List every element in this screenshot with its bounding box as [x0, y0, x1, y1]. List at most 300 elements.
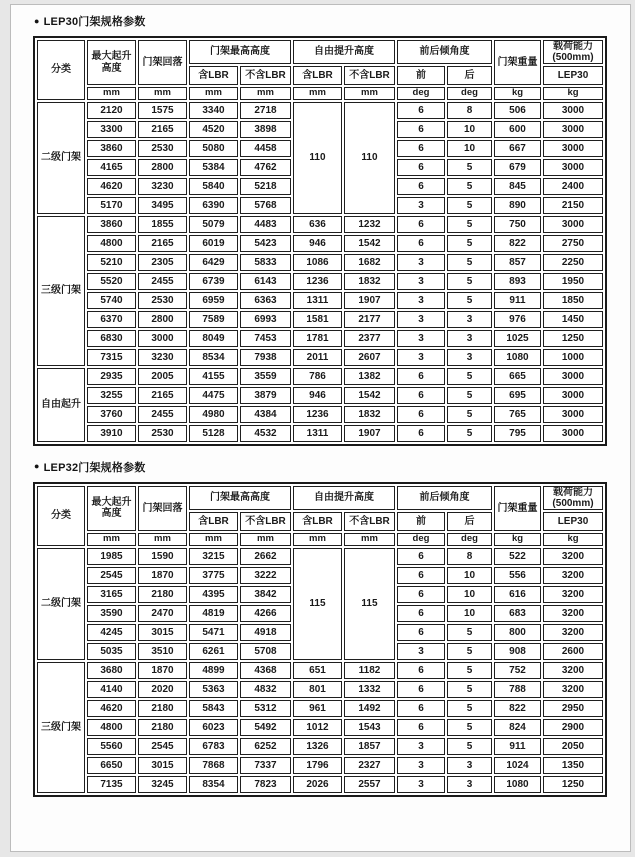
value-cell: 1832 — [344, 406, 395, 423]
value-cell: 752 — [494, 662, 541, 679]
value-cell: 2607 — [344, 349, 395, 366]
value-cell: 800 — [494, 624, 541, 641]
value-cell: 3200 — [543, 662, 603, 679]
spec-row — [37, 216, 603, 233]
value-cell: 786 — [293, 368, 342, 385]
value-cell: 6 — [397, 121, 445, 138]
value-cell: 911 — [494, 738, 541, 755]
value-cell: 3000 — [543, 425, 603, 442]
spec-row — [37, 757, 603, 774]
value-cell: 6 — [397, 387, 445, 404]
value-cell: 2020 — [138, 681, 187, 698]
spec-row — [37, 700, 603, 717]
value-cell: 2011 — [293, 349, 342, 366]
value-cell: 6023 — [189, 719, 238, 736]
col-header-with-lbr: 含LBR — [189, 66, 238, 85]
value-cell: 4368 — [240, 662, 291, 679]
value-cell: 10 — [447, 121, 492, 138]
value-cell: 822 — [494, 700, 541, 717]
value-cell: 857 — [494, 254, 541, 271]
value-cell: 801 — [293, 681, 342, 698]
value-cell: 4832 — [240, 681, 291, 698]
value-cell: 3230 — [138, 349, 187, 366]
value-cell: 5 — [447, 643, 492, 660]
value-cell: 6739 — [189, 273, 238, 290]
value-cell: 10 — [447, 567, 492, 584]
value-cell: 6 — [397, 368, 445, 385]
value-cell: 1086 — [293, 254, 342, 271]
spec-row — [37, 406, 603, 423]
value-cell: 6 — [397, 425, 445, 442]
value-cell: 5768 — [240, 197, 291, 214]
value-cell: 2180 — [138, 719, 187, 736]
value-cell: 5 — [447, 662, 492, 679]
value-cell: 5 — [447, 387, 492, 404]
value-cell: 788 — [494, 681, 541, 698]
value-cell: 2455 — [138, 273, 187, 290]
value-cell: 1850 — [543, 292, 603, 309]
merged-free-lift-cell: 110 — [344, 102, 395, 214]
spec-row — [37, 235, 603, 252]
value-cell: 3200 — [543, 624, 603, 641]
bullet-icon: ● — [34, 461, 40, 472]
value-cell: 1000 — [543, 349, 603, 366]
value-cell: 1080 — [494, 349, 541, 366]
header-row-1 — [37, 486, 603, 510]
value-cell: 4762 — [240, 159, 291, 176]
value-cell: 3 — [397, 197, 445, 214]
value-cell: 8354 — [189, 776, 238, 793]
value-cell: 5035 — [87, 643, 136, 660]
value-cell: 3 — [397, 776, 445, 793]
value-cell: 4620 — [87, 178, 136, 195]
value-cell: 695 — [494, 387, 541, 404]
section-title-text: LEP30门架规格参数 — [43, 16, 146, 28]
value-cell: 3 — [447, 757, 492, 774]
spec-row — [37, 292, 603, 309]
unit-cell: mm — [138, 533, 187, 546]
value-cell: 6650 — [87, 757, 136, 774]
units-row — [37, 533, 603, 546]
value-cell: 1182 — [344, 662, 395, 679]
value-cell: 946 — [293, 387, 342, 404]
value-cell: 2935 — [87, 368, 136, 385]
value-cell: 506 — [494, 102, 541, 119]
value-cell: 2400 — [543, 178, 603, 195]
spec-row — [37, 662, 603, 679]
value-cell: 5 — [447, 681, 492, 698]
value-cell: 3680 — [87, 662, 136, 679]
value-cell: 5170 — [87, 197, 136, 214]
value-cell: 5 — [447, 624, 492, 641]
value-cell: 824 — [494, 719, 541, 736]
value-cell: 1326 — [293, 738, 342, 755]
unit-cell: deg — [447, 533, 492, 546]
value-cell: 4475 — [189, 387, 238, 404]
value-cell: 2177 — [344, 311, 395, 328]
value-cell: 6252 — [240, 738, 291, 755]
spec-row — [37, 548, 603, 565]
section-title-lep32 — [34, 459, 630, 475]
value-cell: 3510 — [138, 643, 187, 660]
value-cell: 3898 — [240, 121, 291, 138]
value-cell: 616 — [494, 586, 541, 603]
merged-free-lift-cell: 115 — [344, 548, 395, 660]
value-cell: 2005 — [138, 368, 187, 385]
col-header-without-lbr: 不含LBR — [344, 66, 395, 85]
value-cell: 2662 — [240, 548, 291, 565]
value-cell: 1907 — [344, 292, 395, 309]
col-header-tilt-range: 前后倾角度 — [397, 40, 492, 64]
value-cell: 3245 — [138, 776, 187, 793]
value-cell: 3015 — [138, 624, 187, 641]
value-cell: 8534 — [189, 349, 238, 366]
value-cell: 6 — [397, 624, 445, 641]
col-header-without-lbr: 不含LBR — [240, 66, 291, 85]
unit-cell: mm — [240, 87, 291, 100]
value-cell: 3000 — [543, 216, 603, 233]
col-header-max-lift: 最大起升高度 — [87, 486, 136, 531]
value-cell: 4140 — [87, 681, 136, 698]
value-cell: 7823 — [240, 776, 291, 793]
value-cell: 1590 — [138, 548, 187, 565]
value-cell: 5 — [447, 425, 492, 442]
value-cell: 5312 — [240, 700, 291, 717]
col-header-mast-lowered: 门架回落 — [138, 486, 187, 531]
value-cell: 6363 — [240, 292, 291, 309]
value-cell: 3860 — [87, 216, 136, 233]
value-cell: 5 — [447, 216, 492, 233]
spec-row — [37, 738, 603, 755]
value-cell: 667 — [494, 140, 541, 157]
value-cell: 2165 — [138, 235, 187, 252]
value-cell: 3000 — [543, 159, 603, 176]
merged-free-lift-cell: 110 — [293, 102, 342, 214]
value-cell: 3 — [397, 330, 445, 347]
unit-cell: deg — [397, 533, 445, 546]
value-cell: 3495 — [138, 197, 187, 214]
value-cell: 2377 — [344, 330, 395, 347]
spec-row — [37, 273, 603, 290]
value-cell: 3200 — [543, 605, 603, 622]
value-cell: 5708 — [240, 643, 291, 660]
spec-row — [37, 349, 603, 366]
value-cell: 3 — [397, 643, 445, 660]
unit-cell: mm — [240, 533, 291, 546]
col-header-with-lbr: 含LBR — [189, 512, 238, 531]
unit-cell: mm — [87, 87, 136, 100]
value-cell: 1542 — [344, 387, 395, 404]
unit-cell: mm — [344, 87, 395, 100]
value-cell: 5 — [447, 235, 492, 252]
value-cell: 6 — [397, 178, 445, 195]
unit-cell: kg — [494, 533, 541, 546]
value-cell: 2305 — [138, 254, 187, 271]
value-cell: 6 — [397, 159, 445, 176]
value-cell: 4532 — [240, 425, 291, 442]
col-header-free-lift: 自由提升高度 — [293, 40, 395, 64]
spec-row — [37, 776, 603, 793]
value-cell: 5 — [447, 159, 492, 176]
value-cell: 10 — [447, 586, 492, 603]
col-header-category: 分类 — [37, 486, 85, 546]
value-cell: 8049 — [189, 330, 238, 347]
value-cell: 1025 — [494, 330, 541, 347]
value-cell: 4899 — [189, 662, 238, 679]
spec-table-lep32 — [33, 482, 607, 797]
value-cell: 5 — [447, 273, 492, 290]
value-cell: 1855 — [138, 216, 187, 233]
unit-cell: deg — [397, 87, 445, 100]
value-cell: 1575 — [138, 102, 187, 119]
value-cell: 7315 — [87, 349, 136, 366]
value-cell: 3 — [397, 349, 445, 366]
value-cell: 4266 — [240, 605, 291, 622]
unit-cell: mm — [293, 87, 342, 100]
value-cell: 4980 — [189, 406, 238, 423]
value-cell: 5560 — [87, 738, 136, 755]
col-header-tilt-forward: 前 — [397, 512, 445, 531]
value-cell: 2180 — [138, 700, 187, 717]
value-cell: 3 — [397, 311, 445, 328]
value-cell: 6 — [397, 662, 445, 679]
value-cell: 1250 — [543, 330, 603, 347]
value-cell: 2900 — [543, 719, 603, 736]
value-cell: 795 — [494, 425, 541, 442]
bullet-icon: ● — [34, 15, 40, 26]
group-label: 三级门架 — [37, 216, 85, 366]
value-cell: 3 — [447, 311, 492, 328]
value-cell: 3300 — [87, 121, 136, 138]
group-label: 自由起升 — [37, 368, 85, 442]
value-cell: 3 — [447, 349, 492, 366]
value-cell: 3000 — [543, 368, 603, 385]
value-cell: 6390 — [189, 197, 238, 214]
col-header-load-capacity — [543, 486, 603, 510]
value-cell: 1311 — [293, 425, 342, 442]
col-header-mast-weight: 门架重量 — [494, 486, 541, 531]
section-title-lep30 — [34, 13, 630, 29]
value-cell: 845 — [494, 178, 541, 195]
value-cell: 2165 — [138, 387, 187, 404]
value-cell: 1870 — [138, 567, 187, 584]
value-cell: 651 — [293, 662, 342, 679]
value-cell: 5210 — [87, 254, 136, 271]
spec-row — [37, 681, 603, 698]
load-capacity-line1: 载荷能力 — [553, 41, 593, 52]
value-cell: 2530 — [138, 425, 187, 442]
value-cell: 4918 — [240, 624, 291, 641]
col-header-tilt-backward: 后 — [447, 66, 492, 85]
load-capacity-line1: 载荷能力 — [553, 486, 593, 498]
value-cell: 3000 — [543, 121, 603, 138]
value-cell: 3255 — [87, 387, 136, 404]
value-cell: 10 — [447, 140, 492, 157]
col-header-max-lift: 最大起升高度 — [87, 40, 136, 85]
value-cell: 3910 — [87, 425, 136, 442]
value-cell: 890 — [494, 197, 541, 214]
value-cell: 1907 — [344, 425, 395, 442]
value-cell: 976 — [494, 311, 541, 328]
value-cell: 2180 — [138, 586, 187, 603]
value-cell: 1492 — [344, 700, 395, 717]
value-cell: 1080 — [494, 776, 541, 793]
col-header-tilt-backward: 后 — [447, 512, 492, 531]
value-cell: 1332 — [344, 681, 395, 698]
value-cell: 6 — [397, 605, 445, 622]
value-cell: 5363 — [189, 681, 238, 698]
value-cell: 2165 — [138, 121, 187, 138]
value-cell: 3015 — [138, 757, 187, 774]
value-cell: 7337 — [240, 757, 291, 774]
value-cell: 2545 — [138, 738, 187, 755]
value-cell: 2545 — [87, 567, 136, 584]
col-header-with-lbr: 含LBR — [293, 512, 342, 531]
value-cell: 893 — [494, 273, 541, 290]
value-cell: 5423 — [240, 235, 291, 252]
value-cell: 5833 — [240, 254, 291, 271]
col-header-category: 分类 — [37, 40, 85, 100]
value-cell: 683 — [494, 605, 541, 622]
value-cell: 3200 — [543, 586, 603, 603]
col-header-tilt-forward: 前 — [397, 66, 445, 85]
value-cell: 1024 — [494, 757, 541, 774]
value-cell: 4483 — [240, 216, 291, 233]
value-cell: 3000 — [543, 140, 603, 157]
value-cell: 4395 — [189, 586, 238, 603]
value-cell: 8 — [447, 548, 492, 565]
value-cell: 6370 — [87, 311, 136, 328]
value-cell: 5471 — [189, 624, 238, 641]
col-header-model: LEP30 — [543, 512, 603, 531]
value-cell: 5 — [447, 700, 492, 717]
value-cell: 1311 — [293, 292, 342, 309]
units-row — [37, 87, 603, 100]
value-cell: 4245 — [87, 624, 136, 641]
value-cell: 5 — [447, 197, 492, 214]
value-cell: 6 — [397, 719, 445, 736]
value-cell: 7453 — [240, 330, 291, 347]
value-cell: 6783 — [189, 738, 238, 755]
value-cell: 3 — [397, 273, 445, 290]
value-cell: 556 — [494, 567, 541, 584]
spec-row — [37, 719, 603, 736]
spec-row — [37, 330, 603, 347]
value-cell: 4520 — [189, 121, 238, 138]
group-label: 三级门架 — [37, 662, 85, 793]
value-cell: 636 — [293, 216, 342, 233]
value-cell: 911 — [494, 292, 541, 309]
value-cell: 5080 — [189, 140, 238, 157]
unit-cell: mm — [189, 533, 238, 546]
value-cell: 6 — [397, 700, 445, 717]
value-cell: 6 — [397, 235, 445, 252]
value-cell: 4800 — [87, 235, 136, 252]
value-cell: 3222 — [240, 567, 291, 584]
value-cell: 4458 — [240, 140, 291, 157]
value-cell: 10 — [447, 605, 492, 622]
col-header-model: LEP30 — [543, 66, 603, 85]
value-cell: 5 — [447, 406, 492, 423]
value-cell: 3230 — [138, 178, 187, 195]
value-cell: 3200 — [543, 681, 603, 698]
value-cell: 3 — [447, 776, 492, 793]
value-cell: 1236 — [293, 406, 342, 423]
value-cell: 2557 — [344, 776, 395, 793]
unit-cell: mm — [293, 533, 342, 546]
value-cell: 3860 — [87, 140, 136, 157]
value-cell: 4155 — [189, 368, 238, 385]
value-cell: 6 — [397, 406, 445, 423]
value-cell: 5 — [447, 254, 492, 271]
value-cell: 6019 — [189, 235, 238, 252]
value-cell: 3340 — [189, 102, 238, 119]
value-cell: 1382 — [344, 368, 395, 385]
value-cell: 6429 — [189, 254, 238, 271]
value-cell: 6993 — [240, 311, 291, 328]
value-cell: 4165 — [87, 159, 136, 176]
value-cell: 2530 — [138, 292, 187, 309]
value-cell: 2718 — [240, 102, 291, 119]
value-cell: 1857 — [344, 738, 395, 755]
load-capacity-line2: (500mm) — [552, 52, 594, 63]
col-header-load-capacity — [543, 40, 603, 64]
value-cell: 2600 — [543, 643, 603, 660]
value-cell: 6 — [397, 567, 445, 584]
value-cell: 1950 — [543, 273, 603, 290]
spec-row — [37, 102, 603, 119]
value-cell: 6143 — [240, 273, 291, 290]
value-cell: 3000 — [543, 406, 603, 423]
value-cell: 5 — [447, 719, 492, 736]
value-cell: 5 — [447, 368, 492, 385]
value-cell: 946 — [293, 235, 342, 252]
col-header-free-lift: 自由提升高度 — [293, 486, 395, 510]
value-cell: 2120 — [87, 102, 136, 119]
value-cell: 6 — [397, 548, 445, 565]
value-cell: 7135 — [87, 776, 136, 793]
value-cell: 2750 — [543, 235, 603, 252]
value-cell: 2455 — [138, 406, 187, 423]
value-cell: 1542 — [344, 235, 395, 252]
value-cell: 665 — [494, 368, 541, 385]
value-cell: 679 — [494, 159, 541, 176]
value-cell: 3000 — [543, 387, 603, 404]
unit-cell: deg — [447, 87, 492, 100]
value-cell: 3 — [447, 330, 492, 347]
value-cell: 5 — [447, 178, 492, 195]
value-cell: 6 — [397, 102, 445, 119]
value-cell: 3 — [397, 292, 445, 309]
value-cell: 1832 — [344, 273, 395, 290]
unit-cell: mm — [138, 87, 187, 100]
value-cell: 3 — [397, 757, 445, 774]
col-header-mast-max-height: 门架最高高度 — [189, 486, 291, 510]
value-cell: 4819 — [189, 605, 238, 622]
value-cell: 1236 — [293, 273, 342, 290]
value-cell: 5492 — [240, 719, 291, 736]
spec-table-lep30 — [33, 36, 607, 446]
value-cell: 3 — [397, 254, 445, 271]
load-capacity-line2: (500mm) — [552, 497, 594, 509]
section-title-text: LEP32门架规格参数 — [43, 461, 146, 474]
value-cell: 2250 — [543, 254, 603, 271]
value-cell: 2470 — [138, 605, 187, 622]
value-cell: 5128 — [189, 425, 238, 442]
value-cell: 8 — [447, 102, 492, 119]
value-cell: 908 — [494, 643, 541, 660]
spec-row — [37, 368, 603, 385]
